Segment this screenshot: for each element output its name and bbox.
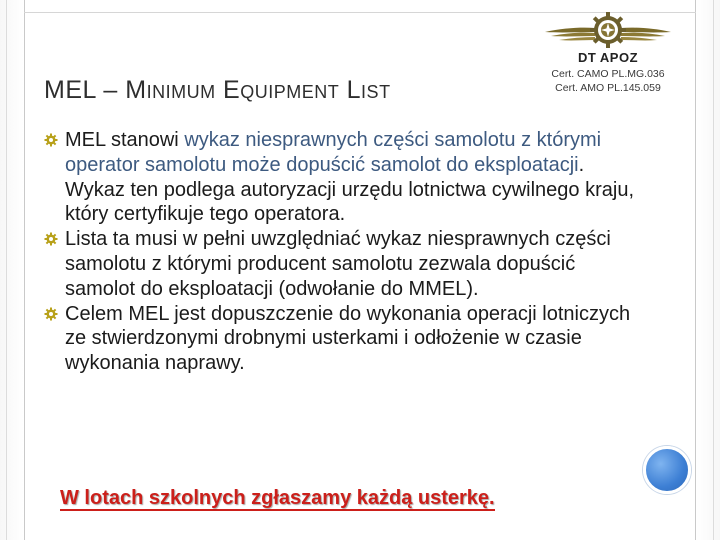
training-note (60, 487, 495, 510)
logo-cert-camo: Cert. CAMO PL.MG.036 (551, 68, 665, 80)
bullet-text-segment: Lista ta musi w pełni uwzględniać wykaz niesprawnych części samolotu z którymi producent samolotu zezwala dopuścić samolot do eksploatacji (odwołanie do MMEL). (65, 228, 611, 300)
training-note-text: W lotach szkolnych zgłaszamy każdą usterkę. (60, 487, 495, 509)
bullet-text-segment: MEL stanowi (65, 129, 185, 151)
gear-bullet-icon (44, 232, 58, 246)
right-border (695, 0, 720, 540)
bullet-text-segment: . Wykaz ten podlega autoryzacji urzędu lotnictwa cywilnego kraju, który certyfikuje tego operatora. (65, 153, 634, 226)
company-logo (533, 8, 683, 104)
left-border (0, 0, 25, 540)
logo-company-name: DT APOZ (577, 50, 639, 65)
highlighted-text: wykaz niesprawnych części samolotu z którymi operator samolotu może dopuścić samolot do eksploatacji (65, 129, 602, 176)
circle-navigation-icon[interactable] (643, 446, 691, 494)
bullet-item (44, 302, 644, 376)
bullet-text (65, 227, 644, 301)
slide-title: MEL – Minimum Equipment List (44, 76, 391, 104)
bullet-text (65, 302, 644, 376)
bullet-text-segment: Celem MEL jest dopuszczenie do wykonania operacji lotniczych ze stwierdzonymi drobnymi usterkami i odłożenie w czasie wykonania naprawy. (65, 302, 631, 375)
logo-cert-amo: Cert. AMO PL.145.059 (555, 82, 661, 94)
gear-bullet-icon (44, 133, 58, 147)
bullet-item (44, 128, 644, 227)
winged-propeller-logo-icon (533, 8, 683, 54)
bullet-item (44, 227, 644, 301)
bullet-text (65, 128, 644, 227)
bullet-list (44, 128, 644, 376)
gear-bullet-icon (44, 307, 58, 321)
